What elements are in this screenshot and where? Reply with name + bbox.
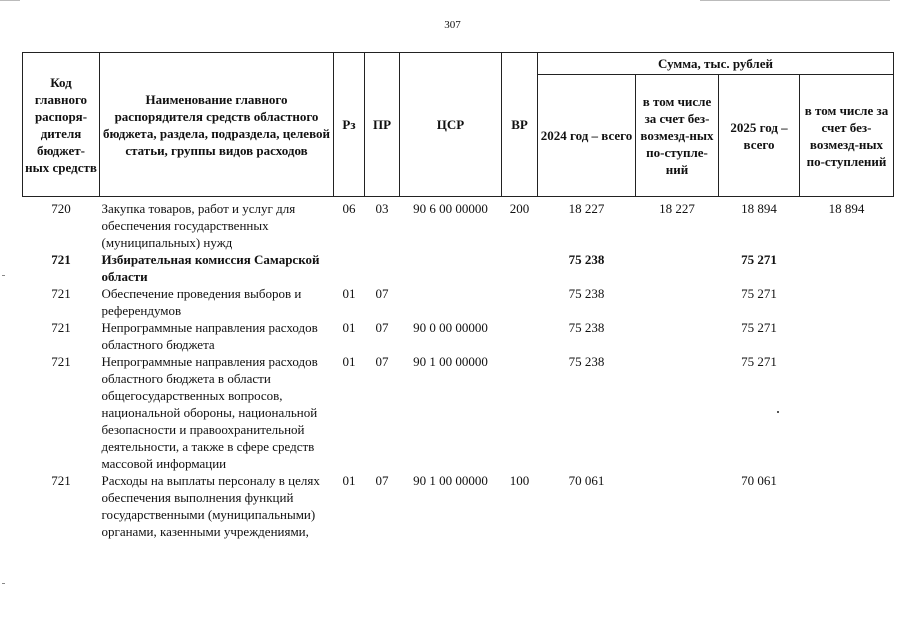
cell-2025-grants — [800, 319, 894, 353]
cell-2024-total: 18 227 — [568, 201, 605, 216]
cell-2025-total: 75 271 — [741, 354, 777, 369]
cell-name: Избирательная комиссия Самарской области — [101, 252, 320, 284]
cell-pr: 07 — [375, 354, 389, 369]
table-row — [23, 285, 894, 319]
cell-csr: 90 1 00 00000 — [413, 354, 488, 369]
cell-vr: 200 — [509, 201, 530, 216]
cell-pr: 07 — [375, 320, 389, 335]
cell-2025-total: 75 271 — [741, 286, 777, 301]
cell-2025-grants — [800, 353, 894, 472]
cell-2024-grants — [636, 472, 719, 540]
cell-rz: 06 — [342, 201, 356, 216]
header-2024-total: 2024 год – всего — [538, 75, 636, 197]
cell-vr — [502, 285, 538, 319]
cell-2024-total: 70 061 — [568, 473, 605, 488]
cell-name: Расходы на выплаты персоналу в целях обеспечения выполнения функций государственными (муниципальными) органами, казенными учреждениями, — [101, 473, 320, 539]
cell-vr — [502, 251, 538, 285]
cell-csr — [400, 285, 502, 319]
cell-2025-grants — [800, 251, 894, 285]
scan-speck — [777, 411, 779, 413]
cell-pr: 03 — [375, 201, 389, 216]
cell-2024-grants: 18 227 — [659, 201, 695, 216]
header-sum-group: Сумма, тыс. рублей — [538, 53, 894, 75]
cell-csr: 90 0 00 00000 — [413, 320, 488, 335]
table-row — [23, 319, 894, 353]
budget-table — [22, 52, 894, 540]
cell-code: 721 — [51, 320, 71, 335]
cell-name: Обеспечение проведения выборов и референдумов — [101, 286, 302, 318]
header-vr: ВР — [502, 53, 538, 197]
table-body — [23, 197, 894, 541]
cell-2025-total: 75 271 — [741, 252, 777, 267]
header-rz: Рз — [334, 53, 365, 197]
table-row — [23, 353, 894, 472]
cell-2024-grants — [636, 319, 719, 353]
cell-2025-total: 70 061 — [741, 473, 777, 488]
cell-pr — [365, 251, 400, 285]
scan-margin-mark — [2, 583, 5, 584]
header-name: Наименование главного распорядителя средств областного бюджета, раздела, подраздела, целевой статьи, группы видов расходов — [100, 53, 334, 197]
cell-rz — [334, 251, 365, 285]
cell-code: 721 — [51, 286, 71, 301]
cell-pr: 07 — [375, 286, 389, 301]
header-2025-grants: в том числе за счет без-возмезд-ных по-ступлений — [800, 75, 894, 197]
table-row — [23, 197, 894, 252]
header-csr: ЦСР — [400, 53, 502, 197]
cell-rz: 01 — [342, 286, 356, 301]
cell-pr: 07 — [375, 473, 389, 488]
scan-edge-line-left — [0, 0, 20, 1]
header-2024-grants: в том числе за счет без-возмезд-ных по-ступле-ний — [636, 75, 719, 197]
cell-vr — [502, 353, 538, 472]
cell-name: Непрограммные направления расходов областного бюджета — [101, 320, 318, 352]
cell-2025-total: 18 894 — [741, 201, 777, 216]
cell-code: 721 — [51, 473, 71, 488]
cell-code: 721 — [51, 252, 71, 267]
cell-2024-grants — [636, 285, 719, 319]
cell-code: 721 — [51, 354, 71, 369]
scan-edge-line-right — [700, 0, 890, 1]
cell-2025-grants — [800, 472, 894, 540]
cell-2024-total: 75 238 — [568, 252, 605, 267]
cell-name: Закупка товаров, работ и услуг для обеспечения государственных (муниципальных) нужд — [101, 201, 296, 250]
cell-vr: 100 — [509, 473, 530, 488]
cell-rz: 01 — [342, 473, 356, 488]
cell-vr — [502, 319, 538, 353]
cell-2024-grants — [636, 353, 719, 472]
cell-csr — [400, 251, 502, 285]
cell-name: Непрограммные направления расходов областного бюджета в области общегосударственных вопросов, национальной обороны, национальной безопасности и правоохранительной деятельности, а также в сфере средств массовой информации — [101, 354, 318, 471]
header-code: Код главного распоря-дителя бюджет-ных средств — [23, 53, 100, 197]
cell-2025-grants: 18 894 — [828, 201, 865, 216]
page-number: 307 — [444, 19, 461, 31]
cell-2024-total: 75 238 — [568, 320, 605, 335]
scan-margin-mark — [2, 275, 5, 276]
cell-2024-grants — [636, 251, 719, 285]
cell-2025-grants — [800, 285, 894, 319]
table-row — [23, 472, 894, 540]
header-2025-total: 2025 год – всего — [719, 75, 800, 197]
cell-csr: 90 1 00 00000 — [413, 473, 488, 488]
cell-2024-total: 75 238 — [568, 286, 605, 301]
cell-code: 720 — [51, 201, 71, 216]
cell-csr: 90 6 00 00000 — [413, 201, 488, 216]
cell-2024-total: 75 238 — [568, 354, 605, 369]
header-pr: ПР — [365, 53, 400, 197]
cell-2025-total: 75 271 — [741, 320, 777, 335]
table-row — [23, 251, 894, 285]
table-header — [23, 53, 894, 197]
cell-rz: 01 — [342, 320, 356, 335]
cell-rz: 01 — [342, 354, 356, 369]
